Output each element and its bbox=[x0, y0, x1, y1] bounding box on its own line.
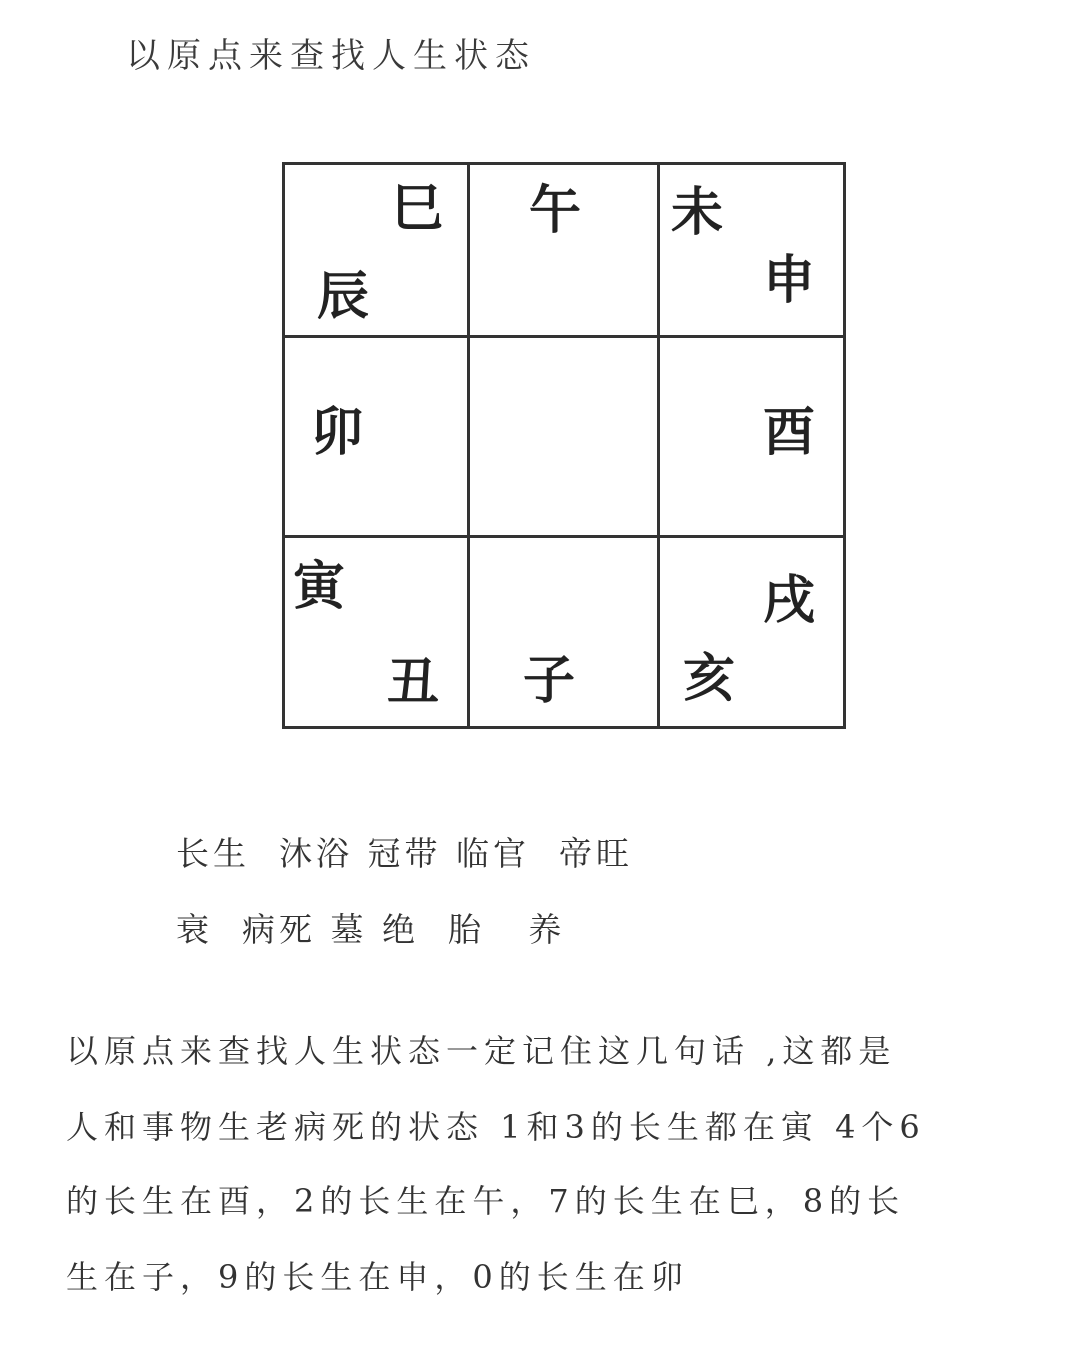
branch-hai: 亥 bbox=[683, 649, 736, 709]
branch-you: 酉 bbox=[763, 403, 816, 463]
branch-zi: 子 bbox=[523, 651, 576, 711]
branch-wu: 午 bbox=[529, 181, 582, 241]
states-line-1: 长生 沐浴 冠带 临官 帝旺 bbox=[176, 834, 633, 873]
paragraph-line-2: 人和事物生老病死的状态 1和3的长生都在寅 4个6 bbox=[66, 1108, 926, 1146]
branch-yin: 寅 bbox=[293, 557, 346, 617]
branch-chou: 丑 bbox=[387, 653, 440, 713]
branch-wei: 未 bbox=[671, 183, 724, 243]
branch-chen: 辰 bbox=[317, 267, 370, 327]
grid-divider-h1 bbox=[285, 335, 843, 338]
branch-shen: 申 bbox=[763, 251, 816, 311]
states-line-2: 衰 病死 墓 绝 胎 养 bbox=[176, 910, 566, 949]
branch-si: 巳 bbox=[391, 179, 444, 239]
paragraph-line-1: 以原点来查找人生状态一定记住这几句话 ,这都是 bbox=[66, 1032, 897, 1070]
branch-mao: 卯 bbox=[311, 403, 364, 463]
paragraph-line-3: 的长生在酉，2的长生在午，7的长生在巳，8的长 bbox=[66, 1182, 906, 1220]
grid-divider-h2 bbox=[285, 535, 843, 538]
branch-grid bbox=[282, 162, 846, 729]
grid-divider-v1 bbox=[467, 165, 470, 726]
grid-divider-v2 bbox=[657, 165, 660, 726]
branch-xu: 戌 bbox=[763, 571, 816, 631]
page-title: 以原点来查找人生状态 bbox=[126, 36, 536, 76]
paragraph-line-4: 生在子，9的长生在申，0的长生在卯 bbox=[66, 1258, 689, 1296]
